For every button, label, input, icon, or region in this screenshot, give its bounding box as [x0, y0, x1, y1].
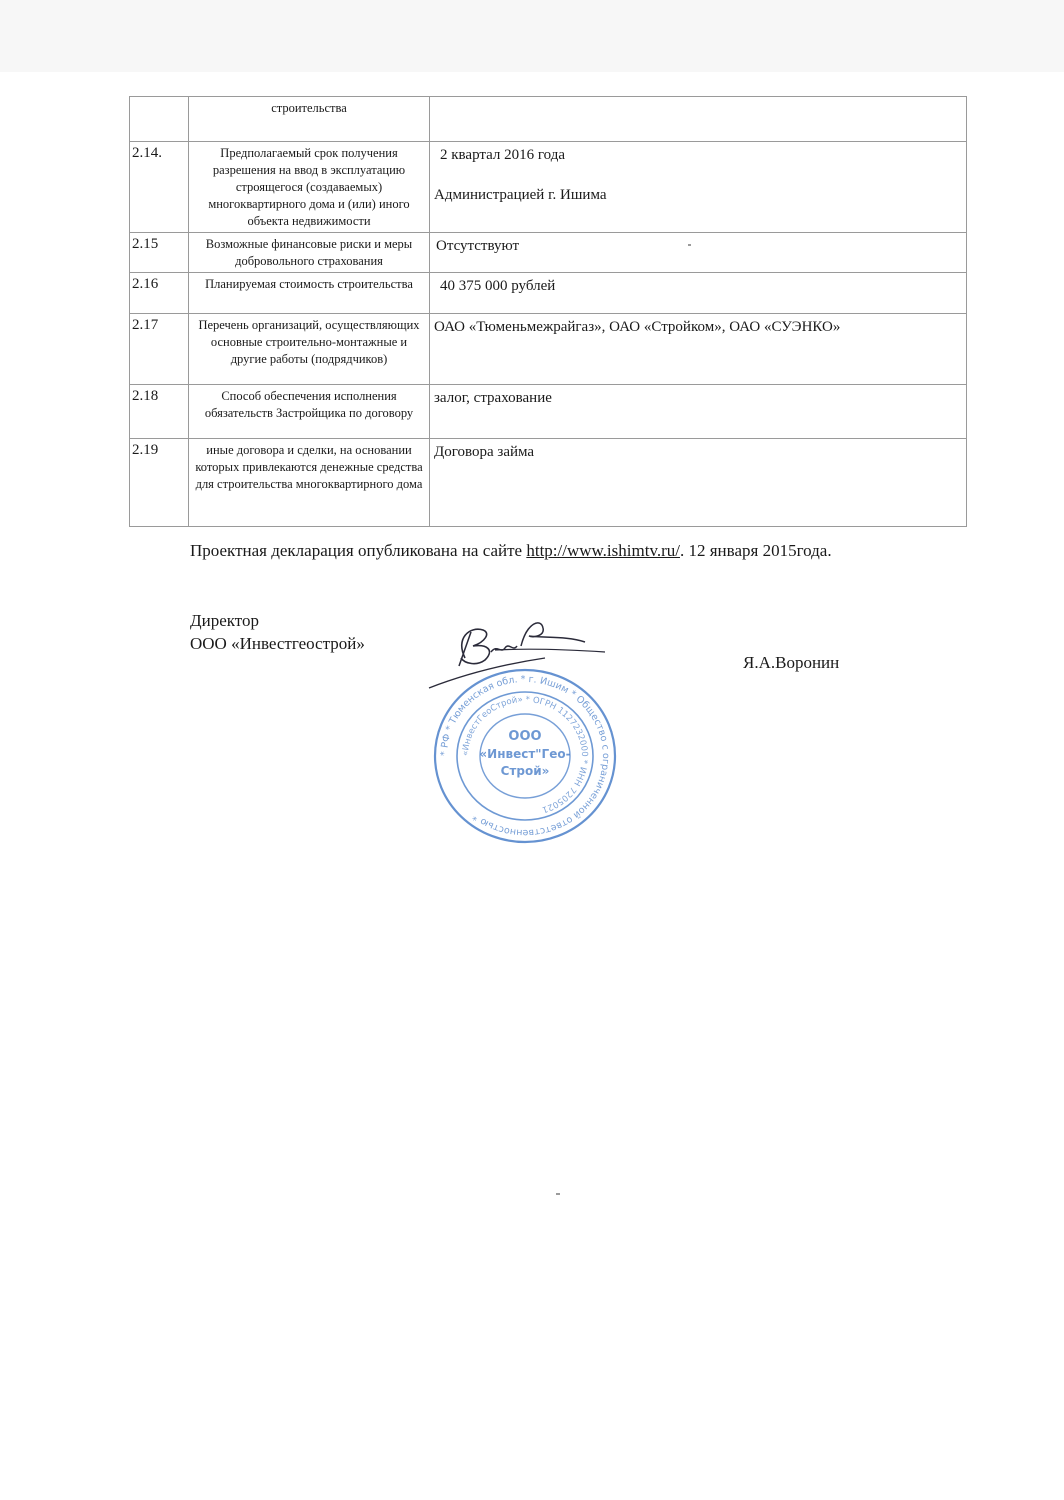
signatory-company: ООО «Инвестгеострой» — [190, 634, 365, 653]
row-number: 2.16 — [130, 273, 189, 314]
value-line: залог, страхование — [434, 390, 552, 406]
table-row — [130, 97, 967, 142]
table-row — [130, 385, 967, 439]
website-link[interactable]: http://www.ishimtv.ru/ — [526, 541, 680, 560]
publication-note — [190, 538, 890, 564]
scan-speck — [688, 244, 691, 246]
declaration-table — [129, 96, 967, 527]
row-number: 2.18 — [130, 385, 189, 439]
signatory-position: Директор — [190, 611, 259, 630]
row-value — [430, 273, 967, 314]
table-row — [130, 142, 967, 233]
scan-speck — [556, 1193, 560, 1195]
row-label: Предполагаемый срок получения разрешения на ввод в эксплуатацию строящегося (создаваемых) многоквартирного дома и (или) иного объекта недвижимости — [189, 142, 430, 233]
stamp-center-top: ООО — [508, 729, 542, 744]
value-line: Отсутствуют — [436, 238, 520, 254]
table-row — [130, 273, 967, 314]
stamp-ring-text: * РФ * Тюменская обл. * г. Ишим * Общество с ограниченной ответственностью * — [438, 673, 612, 839]
stamp-center-mid: «Инвест"Гео- — [479, 747, 571, 761]
row-number: 2.14. — [130, 142, 189, 233]
table-row — [130, 314, 967, 385]
row-label: иные договора и сделки, на основании которых привлекаются денежные средства для строительства многоквартирного дома — [189, 439, 430, 527]
row-value — [430, 314, 967, 385]
value-line: Администрацией г. Ишима — [434, 187, 607, 203]
signatory-name: Я.А.Воронин — [743, 653, 840, 672]
stamp-center-bot: Строй» — [500, 764, 550, 778]
publication-prefix: Проектная декларация опубликована на сайте — [190, 541, 527, 560]
row-value — [430, 439, 967, 527]
row-number: 2.15 — [130, 233, 189, 273]
row-value — [430, 233, 967, 273]
row-value — [430, 385, 967, 439]
row-number: 2.17 — [130, 314, 189, 385]
row-value — [430, 97, 967, 142]
signatory-block — [190, 609, 365, 655]
value-line: 2 квартал 2016 года — [440, 147, 566, 163]
row-number: 2.19 — [130, 439, 189, 527]
row-value — [430, 142, 967, 233]
row-label: Перечень организаций, осуществляющих основные строительно-монтажные и другие работы (подрядчиков) — [189, 314, 430, 385]
row-label: строительства — [189, 97, 430, 142]
stamp-inner-ring-text: «ИнвестГеоСтрой» * ОГРН 1127232000 * ИНН 7205021 — [460, 694, 590, 815]
value-line: Договора займа — [434, 444, 535, 460]
company-stamp — [432, 666, 618, 846]
row-label: Способ обеспечения исполнения обязательств Застройщика по договору — [189, 385, 430, 439]
scan-top-band — [0, 0, 1064, 72]
value-line: 40 375 000 рублей — [440, 278, 556, 294]
table-row — [130, 233, 967, 273]
row-label: Возможные финансовые риски и меры добровольного страхования — [189, 233, 430, 273]
value-line: ОАО «Тюменьмежрайгаз», ОАО «Стройком», ОАО «СУЭНКО» — [434, 319, 841, 335]
row-label: Планируемая стоимость строительства — [189, 273, 430, 314]
row-number — [130, 97, 189, 142]
publication-suffix: . 12 января 2015года. — [679, 541, 832, 560]
table-row — [130, 439, 967, 527]
